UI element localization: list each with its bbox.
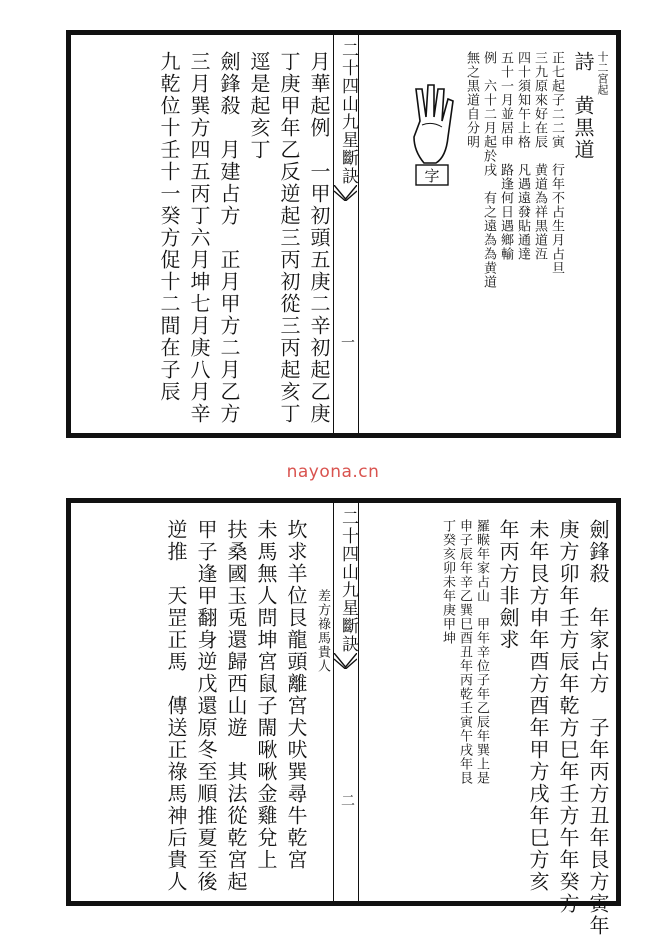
text-column: 扶桑國玉兎還歸西山遊 其法從乾宮起 xyxy=(224,519,248,893)
text-column: 詩 黄黒道 xyxy=(571,51,595,161)
text-column: 未馬無人問坤宮鼠子閙啾啾金雞兌上 xyxy=(254,519,278,871)
top-right-text-block xyxy=(461,35,608,433)
text-column: 劍鋒殺 年家占方 子年丙方丑年艮方寅年 xyxy=(586,519,610,937)
book-spine xyxy=(333,35,359,433)
hand-seal-stamp xyxy=(406,81,458,187)
text-column: 三月巽方四五丙丁六月坤七月庚八月辛 xyxy=(187,51,211,425)
page-number: 二 xyxy=(339,793,355,807)
text-column: 申子辰年辛乙巽巳酉丑年丙乾壬寅午戌年艮 xyxy=(457,519,472,785)
text-column: 坎求羊位艮龍頭離宮犬吠巽尋牛乾宮 xyxy=(284,519,308,871)
text-column: 例 六十二月起於戌 有之遠為為黄道 xyxy=(481,51,496,289)
text-column: 四十須知午上格 凡遇遠發貼通達 xyxy=(515,51,530,261)
bottom-page xyxy=(66,498,621,937)
text-column: 未年艮方申年酉方酉年甲方戌年巳方亥 xyxy=(526,519,550,893)
page-number: 一 xyxy=(339,335,355,349)
text-column: 劍鋒殺 月建占方 正月甲方二月乙方 xyxy=(217,51,241,425)
text-column: 羅睺年家占山 甲年辛位子年乙辰年巽上是 xyxy=(474,519,489,785)
svg-text:字: 字 xyxy=(424,167,440,185)
fish-tail-mark-icon xyxy=(334,185,357,201)
text-column: 年丙方非劍求 xyxy=(496,519,520,651)
text-column: 三九原來好在辰 黄道為祥黒道沍 xyxy=(532,51,547,261)
text-column: 差方祿馬貴人 xyxy=(315,589,330,673)
text-column: 丁庚甲年乙反逆起三丙初從三丙起亥丁 xyxy=(277,51,301,425)
top-page xyxy=(66,30,621,438)
spine-title: 二十四山九星斷訣 xyxy=(338,41,358,185)
text-column: 甲子逢甲翻身逆戊還原冬至順推夏至後 xyxy=(194,519,218,893)
fish-tail-mark-icon xyxy=(334,653,357,669)
text-column: 九乾位十壬十一癸方促十二間在子辰 xyxy=(157,51,181,403)
text-column: 逕是起亥丁 xyxy=(247,51,271,161)
text-column: 逆推 天罡正馬 傳送正祿馬神后貴人 xyxy=(164,519,188,893)
bottom-left-text-block xyxy=(77,503,329,901)
text-column: 庚方卯年壬方辰年乾方巳年壬方午年癸方 xyxy=(556,519,580,915)
text-column: 正七起子二二寅 行年不占生月占旦 xyxy=(549,51,564,275)
text-column: 無之黒道自分明 xyxy=(464,51,479,149)
text-column: 丁癸亥卯未年庚甲坤 xyxy=(440,519,455,645)
text-column: 十二宮起 xyxy=(596,51,609,95)
top-left-text-block xyxy=(77,35,329,433)
watermark: nayona.cn xyxy=(286,462,380,482)
bottom-right-text-block xyxy=(348,503,610,937)
text-column: 五十一月並居申 路逢何日遇鄉輸 xyxy=(498,51,513,261)
text-column: 月華起例 一甲初頭五庚二辛初起乙庚 xyxy=(307,51,331,425)
spine-title: 二十四山九星斷訣 xyxy=(338,509,358,653)
book-spine xyxy=(333,503,359,901)
